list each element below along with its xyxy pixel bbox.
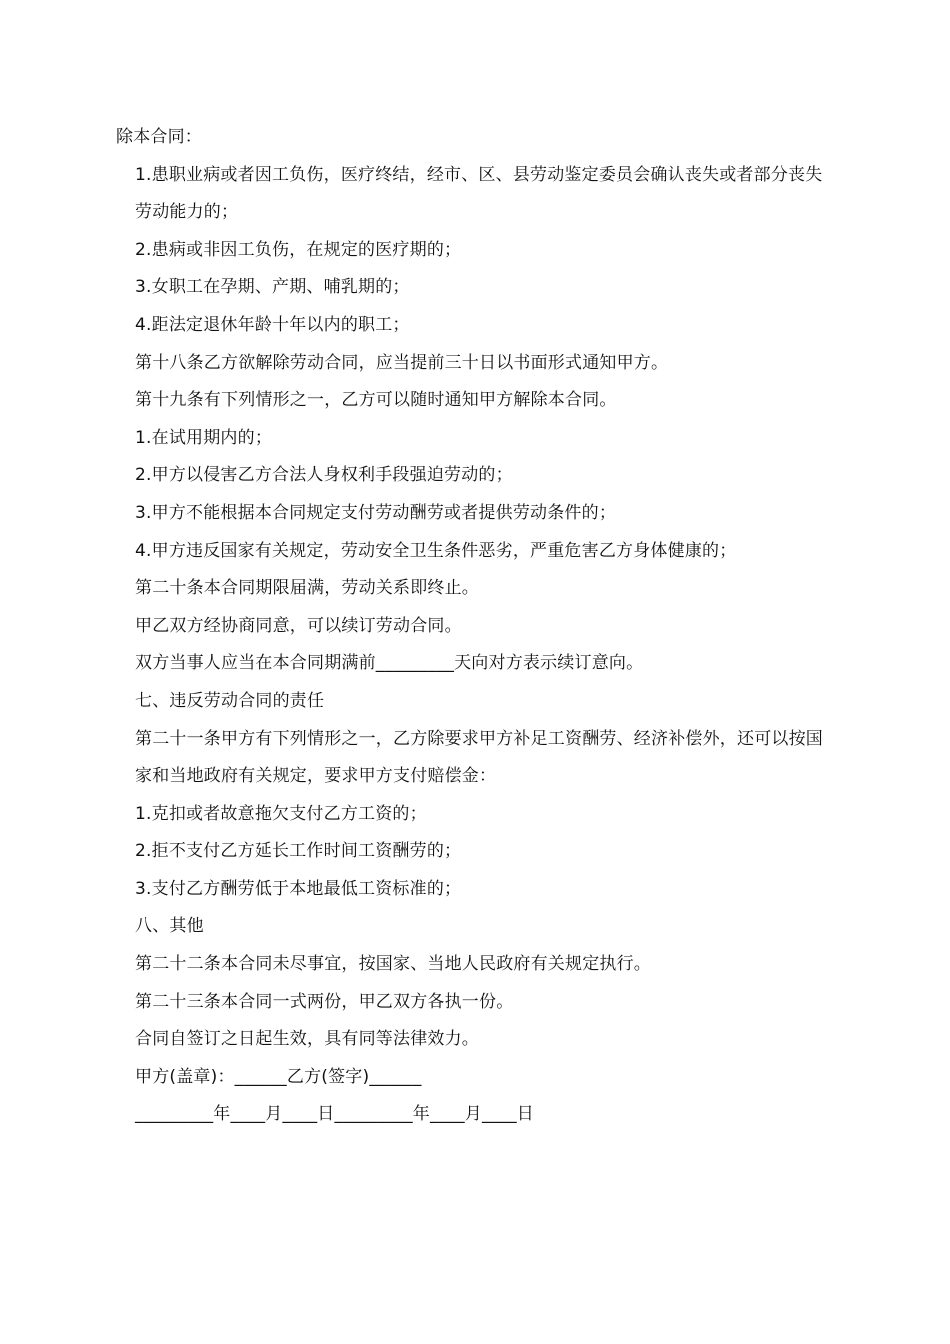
paragraph: 2.拒不支付乙方延长工作时间工资酬劳的； (135, 841, 462, 862)
paragraph: 合同自签订之日起生效，具有同等法律效力。 (135, 1029, 479, 1050)
paragraph: 3.甲方不能根据本合同规定支付劳动酬劳或者提供劳动条件的； (135, 502, 617, 523)
paragraph: 2.患病或非因工负伤，在规定的医疗期的； (135, 239, 462, 260)
paragraph: 1.在试用期内的； (135, 427, 273, 448)
paragraph: 3.女职工在孕期、产期、哺乳期的； (135, 277, 410, 298)
paragraph: 第十九条有下列情形之一，乙方可以随时通知甲方解除本合同。 (135, 390, 617, 411)
paragraph: 第十八条乙方欲解除劳动合同，应当提前三十日以书面形式通知甲方。 (135, 352, 669, 373)
paragraph: 4.甲方违反国家有关规定，劳动安全卫生条件恶劣，严重危害乙方身体健康的； (135, 540, 737, 561)
paragraph: 第二十二条本合同未尽事宜，按国家、当地人民政府有关规定执行。 (135, 954, 651, 975)
paragraph: 第二十条本合同期限届满，劳动关系即终止。 (135, 578, 479, 599)
paragraph: 1.克扣或者故意拖欠支付乙方工资的； (135, 803, 427, 824)
date-line: _________年____月____日_________年____月____日 (135, 1104, 534, 1125)
paragraph: 双方当事人应当在本合同期满前_________天向对方表示续订意向。 (135, 653, 644, 674)
paragraph: 除本合同： (116, 127, 202, 147)
paragraph: 4.距法定退休年龄十年以内的职工； (135, 314, 410, 335)
paragraph: 第二十三条本合同一式两份，甲乙双方各执一份。 (135, 991, 514, 1012)
paragraph: 甲乙双方经协商同意，可以续订劳动合同。 (135, 615, 462, 636)
signature-line: 甲方(盖章)：______乙方(签字)______ (135, 1066, 422, 1087)
section-heading: 七、违反劳动合同的责任 (135, 690, 325, 711)
paragraph: 3.支付乙方酬劳低于本地最低工资标准的； (135, 878, 462, 899)
paragraph: 1.患职业病或者因工负伤，医疗终结，经市、区、县劳动鉴定委员会确认丧失或者部分丧失劳动能力的； (135, 164, 823, 223)
section-heading: 八、其他 (135, 916, 204, 937)
paragraph: 2.甲方以侵害乙方合法人身权利手段强迫劳动的； (135, 465, 513, 486)
document-body (116, 119, 836, 1134)
paragraph: 第二十一条甲方有下列情形之一，乙方除要求甲方补足工资酬劳、经济补偿外，还可以按国家和当地政府有关规定，要求甲方支付赔偿金： (135, 728, 823, 787)
